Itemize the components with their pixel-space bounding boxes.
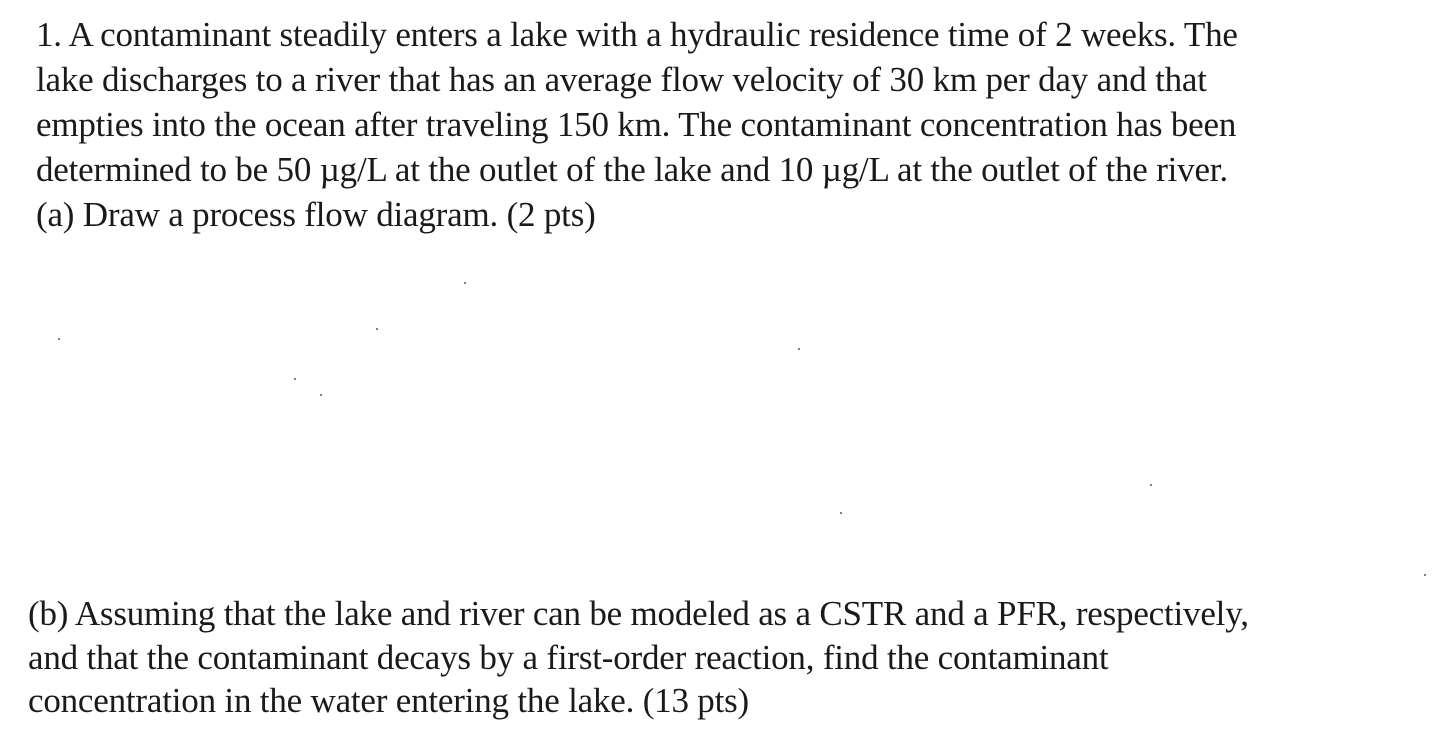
part-b-block: [28, 592, 1428, 723]
part-b-line-3: concentration in the water entering the lake. (13 pts): [28, 681, 750, 720]
scan-speck: [1424, 574, 1426, 576]
problem-line-1: 1. A contaminant steadily enters a lake with a hydraulic residence time of 2 weeks. The: [36, 15, 1238, 54]
scan-speck: [464, 282, 466, 284]
problem-line-3: empties into the ocean after traveling 150 km. The contaminant concentration has been: [36, 105, 1237, 144]
blank-answer-space: [36, 240, 1416, 580]
part-b-line-2: and that the contaminant decays by a first-order reaction, find the contaminant: [28, 637, 1109, 677]
scan-speck: [1150, 484, 1152, 486]
scan-speck: [376, 328, 378, 330]
part-b-line-1: (b) Assuming that the lake and river can be modeled as a CSTR and a PFR, respectively,: [28, 594, 1249, 633]
scan-speck: [58, 338, 60, 340]
scan-speck: [840, 512, 842, 514]
problem-statement: [36, 12, 1426, 237]
part-a-prompt: (a) Draw a process flow diagram. (2 pts): [36, 195, 596, 234]
problem-line-2: lake discharges to a river that has an average flow velocity of 30 km per day and that: [36, 60, 1207, 99]
problem-line-4: determined to be 50 µg/L at the outlet of the lake and 10 µg/L at the outlet of the river.: [36, 150, 1228, 189]
scan-speck: [294, 378, 296, 380]
scan-speck: [798, 348, 800, 350]
scan-speck: [320, 394, 322, 396]
